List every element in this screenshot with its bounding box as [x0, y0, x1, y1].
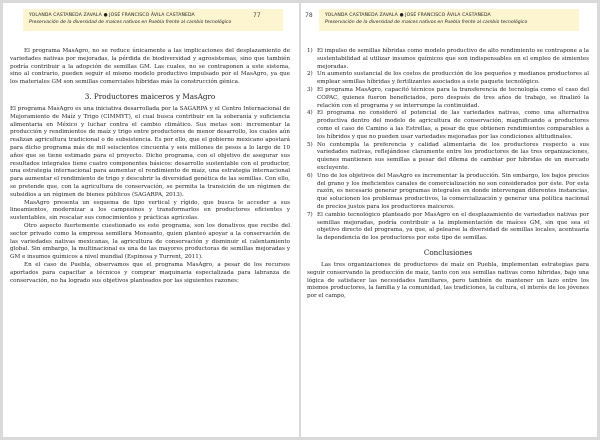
- list-number: 5): [307, 141, 313, 148]
- paragraph: Las tres organizaciones de productores de maíz en Puebla, implementan estrategias para seguir conservando la producción de maíz, tanto con sus semillas nativas como híbridas, bajo una lógica de satisfacer las necesidades familiares, pero también de mantener un lazo entre los mismos productores, la familia y la comunidad, las tradiciones, la cultura, el interés de los jóvenes por el campo,: [307, 261, 589, 300]
- header-title: Preservación de la diversidad de maíces nativos en Puebla frente al cambio tecnológico: [29, 20, 232, 25]
- list-text: El programa no consideró el potencial de las variedades nativas, como una alternativa productiva dentro del modelo de agricultura de conservación, magnificando a productores como el caso de Camino a las Estrellas, a pesar de que obtienen rendimientos comparables a los híbridos y que no pueden usar variedades mejoradas por las condiciones altitudinales.: [317, 110, 589, 140]
- paragraph: El programa MasAgro es una iniciativa desarrollada por la SAGARPA y el Centro Internacional de Mejoramiento de Maíz y Trigo (CIMMYT), el cual busca contribuir en la soberanía y suficiencia alimentaria en México y luchar contra el cambio climático. Sus metas son: incrementar la producción y rendimientos de maíz y trigo entre productores de menor desarrollo, los cuales aún realizan agricultura tradicional o de subsistencia. Es por ello, que el gobierno mexicano apostará para dicho programa más de mil seiscientos cincuenta y seis millones de pesos a lo largo de 10 años que se tiene estimado para el proyecto. Dicho programa, con el objetivo de asegurar sus resultados integrales tiene cuatro componentes básicos: desarrollo sustentable con el productor, una estrategia internacional para aumentar el rendimiento de maíz, una estrategia internacional para aumentar el rendimiento de trigo y descubrir la diversidad genética de las semillas. Con ello, se pretende que, con la agricultura de conservación, se permita la transición de un régimen de subsidios a un régimen de bienes públicos (SAGARPA, 2013).: [10, 105, 290, 198]
- section-title: 3. Productores maiceros y MasAgro: [84, 91, 216, 101]
- list-text: Uno de los objetivos del MasAgro es incrementar la producción. Sin embargo, los bajos precios del grano y los ineficientes canales de comercialización no son considerados por éste. Por esta razón, es necesario generar programas integrales en donde intervengan diferentes instancias, que solucionen los problemas productivos, la comercialización y generar una política nacional de precios justos para los productores maiceros.: [317, 172, 589, 210]
- list-text: El programa MasAgro, capacitó técnicos para la transferencia de tecnología como el caso del COPAC, quienes fueron beneficiados, pero después de tres años de trabajo, se finalizó la relación con el programa y se interrumpe la continuidad.: [317, 86, 589, 109]
- paragraph: MasAgro presenta un esquema de tipo vertical y rígido, que busca le acceder a sus lineamientos, modernizar a los campesinos y transformarlos en productores eficientes y sustentables, sin rescatar sus conocimientos y prácticas agrícolas.: [10, 199, 290, 222]
- list-item: [307, 48, 589, 71]
- list-number: 6): [307, 172, 313, 179]
- header-authors: YOLANDA CASTAÑEDA ZAVALA ● JOSÉ FRANCISCO ÁVILA CASTAÑEDA: [29, 13, 195, 18]
- paragraph: Otro aspecto fuertemente cuestionado es este programa, son los donativos que recibe del sector privado como la empresa semillera Monsanto, quien planteó apoyar a la conservación de las variedades nativas mexicanas, la agricultura de conservación y disminuir el calentamiento global. Sin embargo, la multinacional es una de las mayores productoras de semillas mejoradas y GM e insumos químicos a nivel mundial (Espinosa y Turrent, 2011).: [10, 222, 290, 261]
- paragraph: El programa MasAgro, no se reduce únicamente a las implicaciones del desplazamiento de variedades nativas por mejoradas, la pérdida de biodiversidad y agrosistemas, sino que también podría contribuir a la adopción de semillas GM. Las cuales, no se contraponen a este sistema, sino al contrario, pueden seguir el mismo modelo productivo impulsado por el MasAgro, ya que los materiales GM son semillas comerciales híbridas más la construcción génica.: [10, 48, 290, 86]
- page-body: [307, 48, 589, 301]
- list-text: El cambio tecnológico planteado por MasAgro en el desplazamiento de variedades nativas por semillas mejoradas, podría contribuir a la implementación de maíces GM, sin que sea el objetivo directo del programa, ya que, al pelearse la diversidad de semillas locales, acentuaría la dependencia de los productores por este tipo de semillas.: [317, 211, 589, 242]
- header-title: Preservación de la diversidad de maíces nativos en Puebla frente al cambio tecnológico: [325, 20, 528, 25]
- list-item: [307, 142, 589, 173]
- list-text: El impulso de semillas híbridas como modelo productivo de alto rendimiento se contrapone a la sustentabilidad al utilizar insumos químicos que son indispensables en el empleo de simientes mejoradas.: [317, 48, 589, 70]
- list-item: [307, 110, 589, 141]
- list-number: 4): [307, 110, 313, 117]
- list-number: 7): [307, 211, 313, 218]
- list-item: [307, 173, 589, 212]
- page-body: [10, 48, 290, 285]
- page-number: 78: [305, 12, 313, 19]
- list-number: 3): [307, 86, 313, 93]
- list-number: 2): [307, 71, 313, 78]
- header-authors: YOLANDA CASTAÑEDA ZAVALA ● JOSÉ FRANCISCO ÁVILA CASTAÑEDA: [325, 13, 491, 18]
- left-page: [3, 3, 299, 437]
- running-header: [23, 9, 283, 31]
- conclusions-title: Conclusiones: [423, 247, 473, 257]
- list-text: Un aumento sustancial de los costos de producción de los pequeños y medianos productores al emplear semillas híbridas y fertilizantes asociados a este paquete tecnológico.: [317, 71, 589, 86]
- list-text: No contempla la preferencia y calidad alimentaria de los productores respecto a sus variedades nativas, reflejándose claramente entre los productores de las tres organizaciones, quienes mantienen sus semillas a pesar del dilema de cambiar por híbridas de un mercado excluyente.: [317, 141, 589, 171]
- list-item: [307, 71, 589, 87]
- list-number: 1): [307, 48, 313, 54]
- list-item: [307, 212, 589, 243]
- reasons-list: [307, 48, 589, 243]
- list-item: [307, 87, 589, 110]
- right-page: [301, 3, 597, 437]
- running-header: [319, 9, 579, 31]
- page-number: 77: [253, 12, 261, 19]
- paragraph: En el caso de Puebla, observamos que el programa MasAgro, a pesar de los recursos aportados para capacitar a técnicos y comprar maquinaria especializada para labranza de conservación, no ha logrado sus objetivos planteados por las siguientes razones:: [10, 261, 290, 284]
